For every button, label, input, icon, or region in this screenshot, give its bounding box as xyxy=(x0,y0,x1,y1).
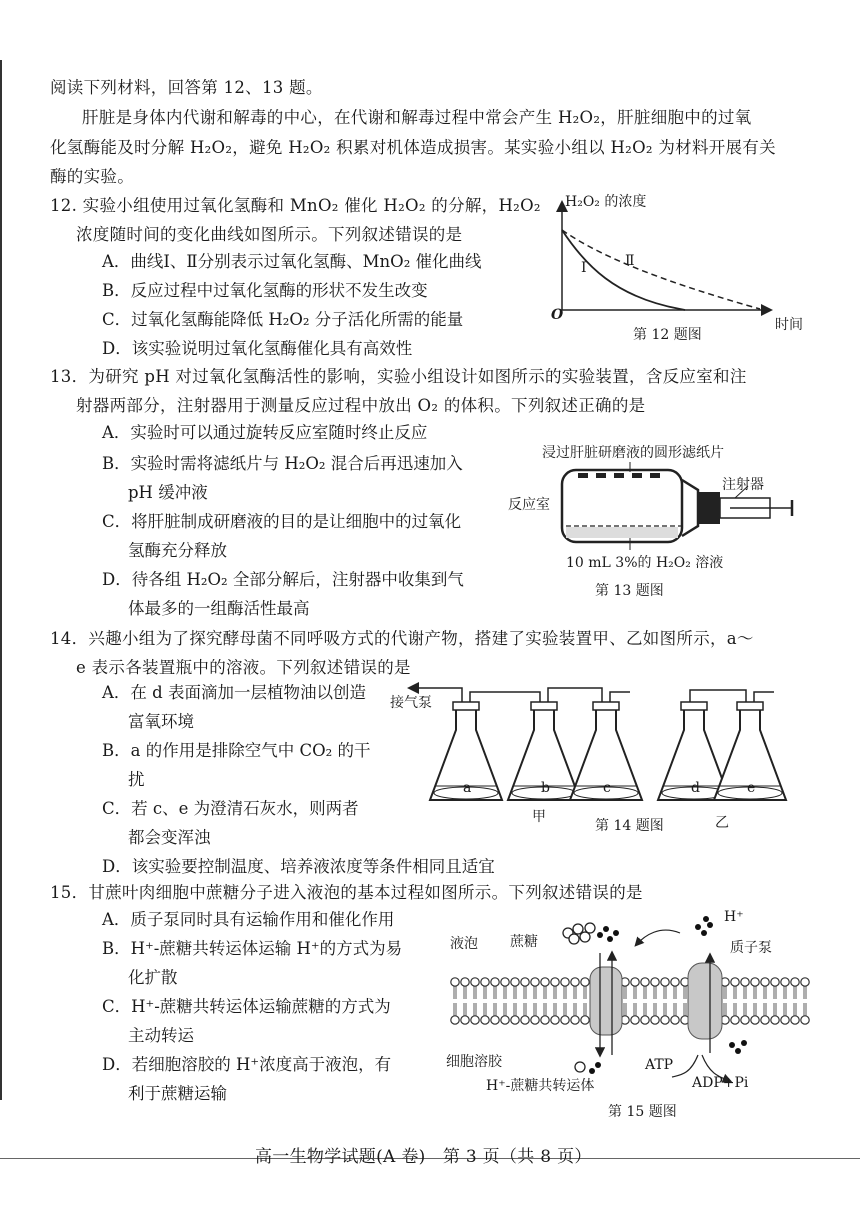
q14-option-c-cont: 都会变浑浊 xyxy=(128,828,211,847)
q15-option-c-cont: 主动转运 xyxy=(128,1026,194,1045)
reading-instruction: 阅读下列材料，回答第 12、13 题。 xyxy=(50,78,323,97)
q12-option-d: D．该实验说明过氧化氢酶催化具有高效性 xyxy=(102,339,413,358)
q15-option-d-cont: 利于蔗糖运输 xyxy=(128,1084,227,1103)
q15-option-c: C．H⁺-蔗糖共转运体运输蔗糖的方式为 xyxy=(102,997,391,1016)
page-footer: 高一生物学试题(A 卷) 第 3 页（共 8 页） xyxy=(255,1147,592,1167)
cotransporter-protein xyxy=(590,967,622,1035)
set-jia-label: 甲 xyxy=(532,809,546,825)
origin-label: O xyxy=(551,307,564,323)
filter-paper-label: 浸过肝脏研磨液的圆形滤纸片 xyxy=(542,445,724,461)
q14-option-c: C．若 c、e 为澄清石灰水，则两者 xyxy=(102,799,359,818)
q14-option-d: D．该实验要控制温度、培养液浓度等条件相同且适宜 xyxy=(102,857,495,876)
q13-stem-2: 射器两部分，注射器用于测量反应过程中放出 O₂ 的体积。下列叙述正确的是 xyxy=(76,396,646,415)
q12-option-a: A．曲线Ⅰ、Ⅱ分别表示过氧化氢酶、MnO₂ 催化曲线 xyxy=(102,252,482,271)
q14-caption: 第 14 题图 xyxy=(595,818,664,834)
flask-b-label: b xyxy=(541,780,550,796)
chamber-label: 反应室 xyxy=(508,497,550,513)
proton-label: H⁺ xyxy=(724,909,744,925)
syringe-label: 注射器 xyxy=(722,477,764,493)
solution-label: 10 mL 3%的 H₂O₂ 溶液 xyxy=(566,555,724,571)
q13-stem: 13．为研究 pH 对过氧化氢酶活性的影响，实验小组设计如图所示的实验装置，含反应室和注 xyxy=(50,367,747,386)
pump-label: 接气泵 xyxy=(390,695,432,711)
q12-caption: 第 12 题图 xyxy=(633,327,702,343)
lipid-bilayer xyxy=(450,977,810,1025)
x-axis-label: 时间 xyxy=(775,317,803,333)
syringe-connector xyxy=(698,492,720,524)
q13-caption: 第 13 题图 xyxy=(595,583,664,599)
q15-option-b-cont: 化扩散 xyxy=(128,968,178,987)
proton-pump-protein xyxy=(688,963,722,1039)
vacuole-label: 液泡 xyxy=(450,936,478,952)
atp-label: ATP xyxy=(645,1057,674,1073)
adp-label: ADP+Pi xyxy=(692,1075,749,1091)
curve-2 xyxy=(562,230,760,309)
curve-1-label: Ⅰ xyxy=(581,260,587,276)
cytosol-label: 细胞溶胶 xyxy=(446,1054,502,1070)
flask-c-label: c xyxy=(603,780,611,796)
q13-option-b-cont: pH 缓冲液 xyxy=(128,483,208,502)
page-edge-line xyxy=(0,60,2,1100)
q13-option-a: A．实验时可以通过旋转反应室随时终止反应 xyxy=(102,423,428,442)
proton-pump-label: 质子泵 xyxy=(730,940,772,956)
q14-option-b: B．a 的作用是排除空气中 CO₂ 的干 xyxy=(102,741,371,760)
q12-option-c: C．过氧化氢酶能降低 H₂O₂ 分子活化所需的能量 xyxy=(102,310,464,329)
flask-a-label: a xyxy=(463,780,472,796)
q12-option-b: B．反应过程中过氧化氢酶的形状不发生改变 xyxy=(102,281,428,300)
q15-option-b: B．H⁺-蔗糖共转运体运输 H⁺的方式为易 xyxy=(102,939,403,958)
q14-figure xyxy=(390,680,820,840)
q13-option-b: B．实验时需将滤纸片与 H₂O₂ 混合后再迅速加入 xyxy=(102,454,463,473)
y-axis-label: H₂O₂ 的浓度 xyxy=(565,194,647,210)
flask-e-label: e xyxy=(747,780,756,796)
q15-figure xyxy=(440,905,820,1120)
q13-option-c-cont: 氢酶充分释放 xyxy=(128,541,227,560)
q14-stem-2: e 表示各装置瓶中的溶液。下列叙述错误的是 xyxy=(76,658,411,677)
material-line-1: 肝脏是身体内代谢和解毒的中心，在代谢和解毒过程中常会产生 H₂O₂，肝脏细胞中的过氧 xyxy=(82,108,752,127)
q14-stem: 14．兴趣小组为了探究酵母菌不同呼吸方式的代谢产物，搭建了实验装置甲、乙如图所示，a～ xyxy=(50,629,754,648)
set-yi-label: 乙 xyxy=(715,815,729,831)
sucrose-label: 蔗糖 xyxy=(510,934,538,950)
material-line-3: 酶的实验。 xyxy=(50,167,134,186)
q12-figure xyxy=(545,185,825,345)
q12-stem: 12. 实验小组使用过氧化氢酶和 MnO₂ 催化 H₂O₂ 的分解，H₂O₂ xyxy=(50,196,541,215)
q15-option-a: A．质子泵同时具有运输作用和催化作用 xyxy=(102,910,395,929)
q15-option-d: D．若细胞溶胶的 H⁺浓度高于液泡，有 xyxy=(102,1055,392,1074)
q13-option-d: D．待各组 H₂O₂ 全部分解后，注射器中收集到气 xyxy=(102,570,464,589)
q13-option-c: C．将肝脏制成研磨液的目的是让细胞中的过氧化 xyxy=(102,512,462,531)
cotransporter-label: H⁺-蔗糖共转运体 xyxy=(486,1078,595,1094)
q13-option-d-cont: 体最多的一组酶活性最高 xyxy=(128,599,310,618)
q14-option-a: A．在 d 表面滴加一层植物油以创造 xyxy=(102,683,366,702)
curve-2-label: Ⅱ xyxy=(625,253,635,269)
q12-stem-2: 浓度随时间的变化曲线如图所示。下列叙述错误的是 xyxy=(76,225,463,244)
material-line-2: 化氢酶能及时分解 H₂O₂，避免 H₂O₂ 积累对机体造成损害。某实验小组以 H₂O₂ 为材料开展有关 xyxy=(50,138,776,157)
q15-caption: 第 15 题图 xyxy=(608,1104,677,1120)
q15-stem: 15．甘蔗叶肉细胞中蔗糖分子进入液泡的基本过程如图所示。下列叙述错误的是 xyxy=(50,883,643,902)
q13-figure xyxy=(500,440,820,600)
q14-option-a-cont: 富氧环境 xyxy=(128,712,194,731)
q14-option-b-cont: 扰 xyxy=(128,770,145,789)
flask-d-label: d xyxy=(691,780,700,796)
